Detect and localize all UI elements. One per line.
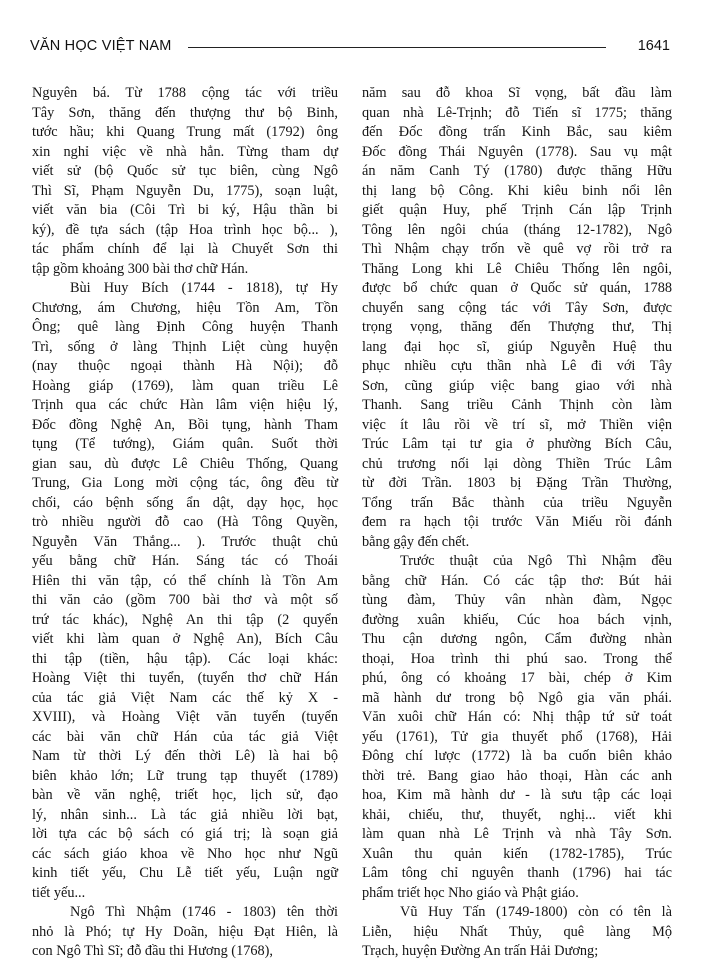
text-line: quan nhà Lê-Trịnh; đỗ Tiến sĩ 1775; thăng <box>362 104 672 121</box>
text-line: kinh tiết yếu, Chu Lễ tiết yếu, Luận ngữ <box>32 865 338 881</box>
text-line: Trúc Lâm tại tư gia ở phường Bích Câu, <box>362 436 672 452</box>
text-line: Trước thuật của Ngô Thì Nhậm đều <box>400 553 672 569</box>
text-line: Chương, ám Chương, hiệu Tồn Am, Tồn <box>32 299 338 316</box>
text-line: phú, ông có khoảng 17 bài, chép ở Kim <box>362 670 672 686</box>
text-line: Nguyễn Văn Thắng... ). Trước thuật chủ <box>32 533 338 550</box>
text-line: Trì, sống ở làng Thịnh Liệt cùng huyện <box>32 338 338 355</box>
text-line: các bài văn chữ Hán của tác giả Việt <box>32 728 338 745</box>
text-line: Tây Sơn, thăng đến thượng thư bộ Binh, <box>32 104 338 121</box>
text-line: con Ngô Thì Sĩ; đỗ đầu thi Hương (1768), <box>32 943 274 959</box>
text-line: thị lang bộ Công. Khi kiêu binh nổi lên <box>362 182 672 199</box>
text-line: thoại, Hoa trình thi phú sao. Trong thể <box>362 650 672 667</box>
text-line: trò nhiều người đỗ cao (Hà Tông Quyền, <box>32 514 338 530</box>
text-line: Đốc đồng Thái Nguyên (1778). Sau vụ mật <box>362 143 672 160</box>
text-line: hoa, Kim mã hành dư - là sưu tập các loại <box>362 787 672 803</box>
text-line: Liễn, hiệu Nhất Thủy, quê làng Mộ <box>362 923 672 940</box>
text-line: phẩm triết học Nho giáo và Phật giáo. <box>362 884 579 901</box>
text-line: Văn xuôi chữ Hán có: Nhị thập tứ sử toát <box>362 709 672 725</box>
text-line: Thì Sĩ, Phạm Nguyễn Du, 1775), soạn luật, <box>32 182 338 199</box>
page-number: 1641 <box>637 38 670 54</box>
text-line: viết văn bia (Côi Trì bi ký, Hậu thần bi <box>32 202 338 218</box>
text-line: Ngô Thì Nhậm (1746 - 1803) tên thời <box>70 904 338 920</box>
text-line: tụng (Tể tướng), Giám quân. Suốt thời <box>32 436 338 452</box>
text-line: làm quan nhà Lê Trịnh và nhà Tây Sơn. <box>362 826 672 842</box>
text-line: Nguyên bá. Từ 1788 cộng tác với triều <box>32 85 338 101</box>
text-line: các sách giáo khoa về Nho học như Ngũ <box>32 845 338 862</box>
text-line: Vũ Huy Tấn (1749-1800) còn có tên là <box>400 904 672 920</box>
text-line: yếu bằng chữ Hán. Sáng tác có Thoái <box>32 553 338 569</box>
text-line: nhỏ là Phó; tự Hy Doãn, hiệu Đạt Hiên, là <box>32 923 338 940</box>
text-line: lý, nhân sinh... Là tác giả nhiều lời bạt, <box>32 806 338 823</box>
text-line: ký), đề tựa sách (tập Hoa trình học bộ... ), <box>32 221 338 238</box>
text-line: Hiên thi văn tập, có thể chính là Tồn Am <box>32 572 338 589</box>
text-line: gian sau, dù được Lê Chiêu Thống, Quang <box>32 455 338 472</box>
text-line: bàn về văn nghệ, triết học, lịch sử, đạo <box>32 787 338 803</box>
text-line: yếu (1761), Tử gia thuyết phổ (1768), Hải <box>362 728 672 745</box>
text-line: lang đại học sĩ, giúp Nguyễn Huệ thu <box>362 338 672 355</box>
text-line: đường xuân khiếu, Cúc hoa bách vịnh, <box>362 611 672 628</box>
text-line: khải, chiếu, thư, thuyết, nghị... viết khi <box>362 806 672 823</box>
text-line: Thăng Long khi Lê Chiêu Thống lên ngôi, <box>362 260 672 277</box>
text-line: Thì Nhậm chạy trốn về quê vợ rồi trở ra <box>362 241 672 257</box>
text-line: viết sử (bộ Quốc sử tục biên, cùng Ngô <box>32 163 338 179</box>
text-line: đến Đốc đồng trấn Kinh Bắc, sau kiêm <box>362 124 672 140</box>
text-line: viết khi làm quan ở Nghệ An), Bích Câu <box>32 631 338 647</box>
text-line: Đông chí lược (1772) là ba cuốn biên khảo <box>362 748 672 764</box>
text-line: Tổng trấn Bắc thành của triều Nguyễn <box>362 494 672 511</box>
text-line: từ đời Trần. 1803 bị Đặng Trần Thường, <box>362 475 672 491</box>
text-line: đem ra hạch tội trước Văn Miếu rồi đánh <box>362 514 672 530</box>
text-line: tập gồm khoảng 300 bài thơ chữ Hán. <box>32 260 249 277</box>
text-line: tùng đàm, Thủy vân nhàn đàm, Ngọc <box>362 592 672 608</box>
text-line: XVIII), và Hoàng Việt văn tuyển (tuyển <box>32 709 338 725</box>
text-line: bằng gậy đến chết. <box>362 533 470 550</box>
text-line: Trịnh qua các chức Hàn lâm viện hiệu lý, <box>32 397 338 413</box>
running-header <box>30 38 670 60</box>
text-line: Ông; quê làng Định Công huyện Thanh <box>32 319 338 335</box>
text-line: Xuân thu quản kiến (1782-1785), Trúc <box>362 845 672 862</box>
text-line: Nam từ thời Lý đến thời Lê) là hai bộ <box>32 748 338 764</box>
text-line: phục nhiều cựu thần nhà Lê đi với Tây <box>362 358 672 374</box>
running-header-title: VĂN HỌC VIỆT NAM <box>30 38 172 54</box>
text-line: Hoàng Việt thi tuyển, (tuyển thơ chữ Hán <box>32 670 338 686</box>
text-line: thi văn cảo (gồm 700 bài thơ và một số <box>32 592 338 608</box>
text-line: chuyển sang cộng tác với Tây Sơn, được <box>362 299 672 316</box>
header-rule <box>188 47 606 48</box>
text-line: bằng chữ Hán. Có các tập thơ: Bút hải <box>362 572 672 589</box>
text-line: mã hành dư trong bộ Ngô gia văn phái. <box>362 689 672 706</box>
text-line: trọng vọng, thăng đến Thượng thư, Thị <box>362 319 672 335</box>
text-line: Trạch, huyện Đường An trấn Hải Dương; <box>362 943 599 959</box>
text-line: Thu cận dương ngôn, Cẩm đường nhàn <box>362 631 672 647</box>
text-line: biên khảo lớn; Lữ trung tạp thuyết (1789) <box>32 767 338 784</box>
text-line: tiết yếu... <box>32 884 86 901</box>
text-line: giết quận Huy, phế Trịnh Cán lập Trịnh <box>362 202 672 218</box>
text-line: Bùi Huy Bích (1744 - 1818), tự Hy <box>70 280 338 296</box>
text-line: án năm Canh Tý (1780) được thăng Hữu <box>362 163 672 179</box>
text-line: lời tựa các bộ sách có giá trị; là soạn giả <box>32 826 338 842</box>
text-line: được bổ chức quan ở Quốc sử quán, 1788 <box>362 280 672 296</box>
text-line: năm sau đỗ khoa Sĩ vọng, bất đầu làm <box>362 85 672 101</box>
text-line: Hoàng giáp (1769), làm quan triều Lê <box>32 377 338 394</box>
text-line: chối, cáo bệnh sống ẩn dật, dạy học, học <box>32 494 338 511</box>
text-line: Trung, Gia Long mời cộng tác, ông đều từ <box>32 475 338 491</box>
text-line: xin nghỉ việc về nhà hẳn. Từng tham dự <box>32 143 338 160</box>
text-line: thi tập (tiền, hậu tập). Các loại khác: <box>32 650 338 667</box>
text-line: Đốc đồng Nghệ An, Bồi tụng, hành Tham <box>32 416 338 433</box>
text-line: trứ tác khác), Nghệ An thi tập (2 quyển <box>32 611 338 628</box>
text-line: thời trẻ. Bang giao hảo thoại, Hàn các anh <box>362 767 672 784</box>
text-line: Thanh. Sang triều Cảnh Thịnh còn làm <box>362 397 672 413</box>
text-line: tước hầu; khi Quang Trung mất (1792) ông <box>32 124 338 140</box>
text-line: tác phẩm chính để lại là Chuyết Sơn thi <box>32 241 338 257</box>
text-line: Lâm tông chỉ nguyên thanh (1796) hai tác <box>362 865 672 881</box>
right-text-column <box>362 84 672 962</box>
text-line: của tác giả Việt Nam các thế kỷ X - <box>32 689 338 706</box>
text-line: Sơn, cũng giúp việc bang giao với nhà <box>362 377 672 394</box>
text-line: (nay thuộc ngoại thành Hà Nội); đỗ <box>32 358 338 374</box>
text-line: chủ trương nối lại dòng Thiền Trúc Lâm <box>362 455 672 472</box>
left-text-column <box>32 84 338 962</box>
text-line: việc ít lâu rồi về trí sĩ, mở Thiền viện <box>362 416 672 433</box>
text-line: Tông lên ngôi chúa (tháng 12-1782), Ngô <box>362 221 672 238</box>
